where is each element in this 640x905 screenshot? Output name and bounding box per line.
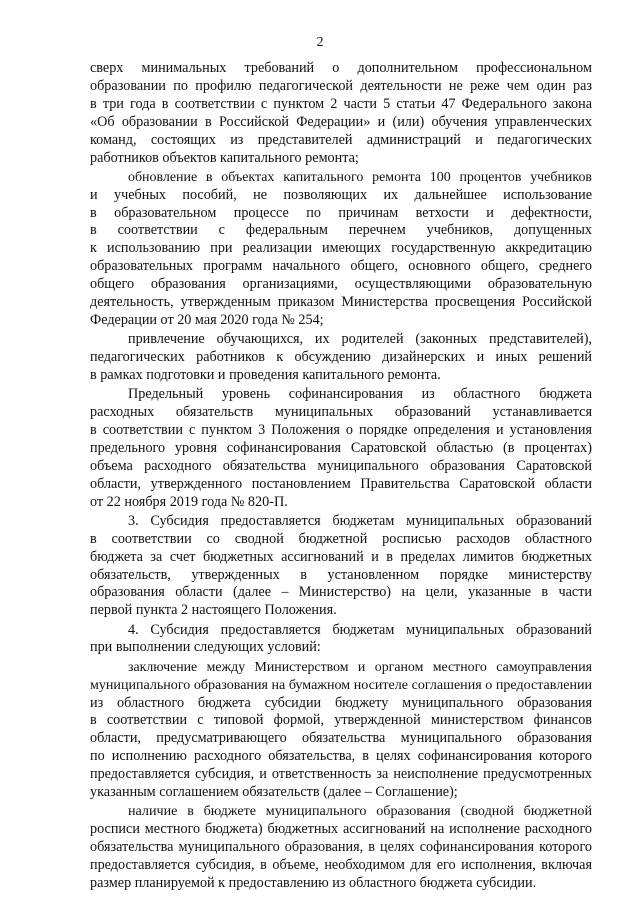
text-line: 4. Субсидия предоставляется бюджетам муниципальных образований: [128, 621, 592, 638]
paragraph: [90, 169, 592, 330]
text-line: обязательства муниципального образования, в целях софинансирования которого: [90, 839, 592, 856]
paragraph: [90, 60, 592, 167]
text-line: предельного уровня софинансирования Саратовской областью (в процентах): [90, 439, 592, 456]
text-line: общего образования организациями, осуществляющими образовательную: [90, 276, 592, 293]
text-line: муниципального образования на бумажном носителе соглашения о предоставлении: [90, 676, 592, 693]
text-line: привлечение обучающихся, их родителей (законных представителей),: [128, 331, 592, 348]
text-line: работников объектов капитального ремонта;: [90, 149, 359, 166]
paragraph: [90, 331, 592, 385]
document-body: [90, 60, 592, 894]
text-line: области, предусматривающего обязательства муниципального образования: [90, 730, 592, 747]
text-line: и учебных пособий, не позволяющих их дальнейшее использование: [90, 186, 592, 203]
text-line: первой пункта 2 настоящего Положения.: [90, 602, 337, 619]
text-line: по исполнению расходного обязательства, в целях софинансирования которого: [90, 748, 592, 765]
text-line: при выполнении следующих условий:: [90, 639, 321, 656]
text-line: предоставляется субсидия, и ответственность за неисполнение предусмотренных: [90, 766, 592, 783]
text-line: предоставляется субсидия, в объеме, необходимом для его исполнения, включая: [90, 856, 592, 873]
text-line: бюджета за счет бюджетных ассигнований и в пределах лимитов бюджетных: [90, 548, 592, 565]
paragraph: [90, 659, 592, 802]
text-line: к использованию при реализации имеющих государственную аккредитацию: [90, 240, 592, 257]
text-line: указанным соглашением обязательств (далее – Соглашение);: [90, 784, 458, 801]
text-line: области, утвержденного постановлением Правительства Саратовской области: [90, 475, 592, 492]
text-line: размер планируемой к предоставлению из областного бюджета субсидии.: [90, 874, 537, 891]
text-line: в образовательном процессе по причинам ветхости и дефектности,: [90, 204, 592, 221]
paragraph: [90, 622, 592, 658]
text-line: образования области (далее – Министерство) на цели, указанные в части: [90, 584, 592, 601]
text-line: расходных обязательств муниципальных образований устанавливается: [90, 404, 592, 421]
text-line: обновление в объектах капитального ремонта 100 процентов учебников: [128, 169, 592, 185]
text-line: объема расходного обязательства муниципального образования Саратовской: [90, 457, 592, 474]
text-line: росписи местного бюджета) бюджетных ассигнований на исполнение расходного: [90, 821, 592, 838]
paragraph: [90, 803, 592, 893]
text-line: команд, состоящих из представителей администраций и педагогических: [90, 131, 592, 148]
text-line: Предельный уровень софинансирования из областного бюджета: [128, 386, 592, 403]
text-line: в соответствии со сводной бюджетной росписью расходов областного: [90, 530, 592, 547]
text-line: в соответствии с федеральным перечнем учебников, допущенных: [90, 222, 592, 239]
text-line: в рамках подготовки и проведения капитального ремонта.: [90, 367, 441, 383]
page-number: 2: [316, 35, 324, 50]
text-line: в соответствии с пунктом 3 Положения о порядке определения и установления: [90, 422, 592, 439]
text-line: наличие в бюджете муниципального образования (сводной бюджетной: [128, 803, 592, 820]
text-line: педагогических работников к обсуждению дизайнерских и иных решений: [90, 349, 592, 366]
text-line: Федерации от 20 мая 2020 года № 254;: [90, 311, 324, 328]
text-line: сверх минимальных требований о дополнительном профессиональном: [90, 60, 592, 76]
text-line: 3. Субсидия предоставляется бюджетам муниципальных образований: [128, 512, 592, 529]
text-line: обязательств, утвержденных в установленном порядке министерству: [90, 566, 592, 583]
text-line: из областного бюджета субсидии бюджету муниципального образования: [90, 694, 592, 711]
text-line: образовательных программ начального общего, основного общего, среднего: [90, 258, 592, 275]
text-line: образовании по профилю педагогической деятельности не реже чем один раз: [90, 77, 592, 94]
text-line: от 22 ноября 2019 года № 820-П.: [90, 493, 288, 510]
text-line: «Об образовании в Российской Федерации» и (или) обучения управленческих: [90, 113, 592, 130]
text-line: в соответствии с типовой формой, утвержденной министерством финансов: [90, 712, 592, 729]
text-line: в три года в соответствии с пунктом 2 части 5 статьи 47 Федерального закона: [90, 95, 592, 112]
text-line: заключение между Министерством и органом местного самоуправления: [128, 659, 592, 675]
paragraph: [90, 386, 592, 511]
text-line: деятельность, утвержденным приказом Министерства просвещения Российской: [90, 294, 592, 311]
paragraph: [90, 513, 592, 620]
